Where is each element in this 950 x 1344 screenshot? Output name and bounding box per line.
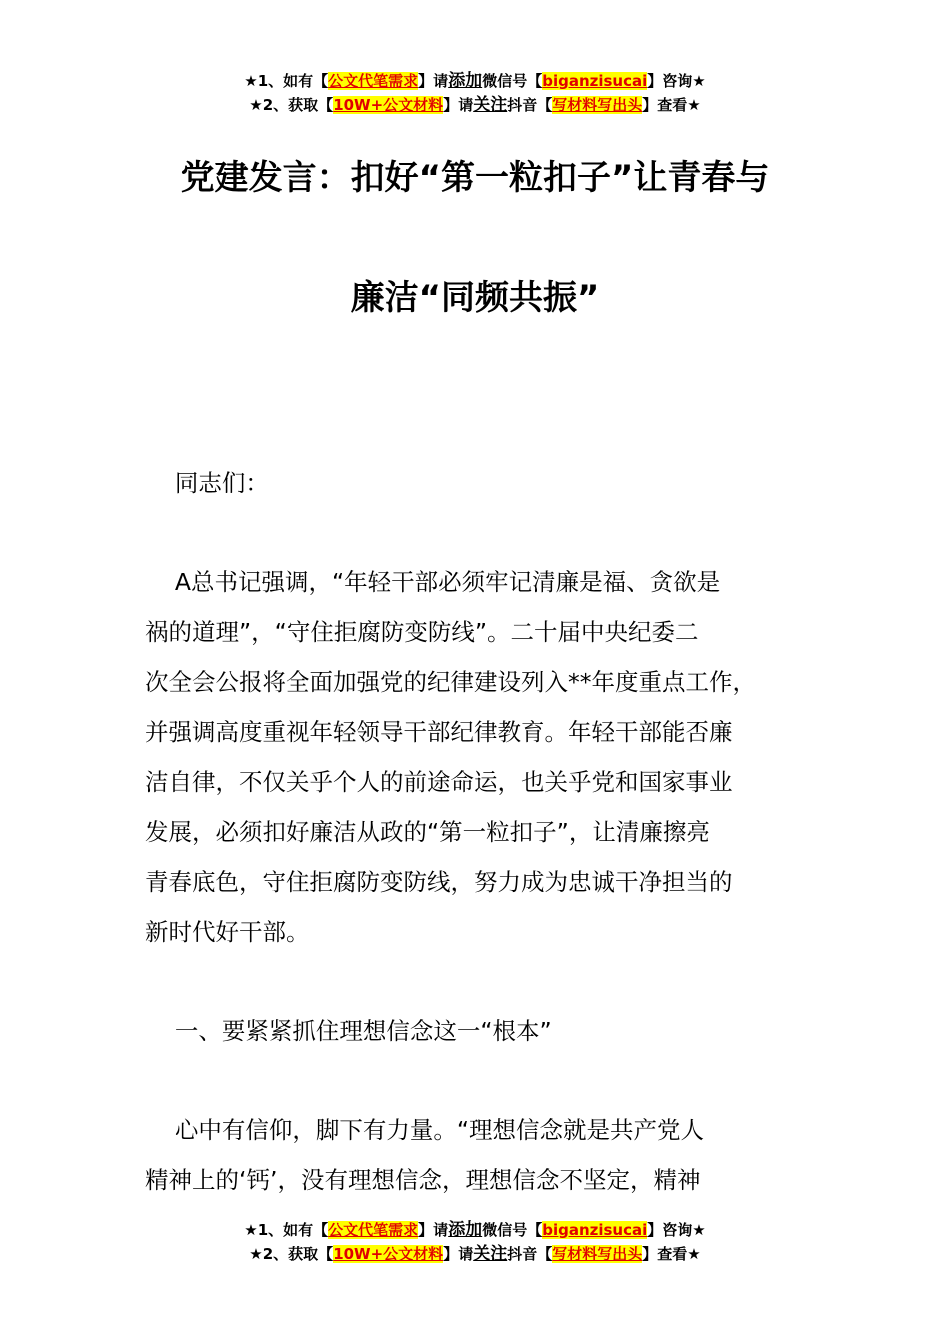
paragraph-line: 青春底色，守住拒腐防变防线，努力成为忠诚干净担当的: [145, 868, 733, 896]
paragraph-line: 新时代好干部。: [145, 918, 310, 946]
ad-line-2: [0, 93, 950, 117]
paragraph-line: 精神上的‘钙’，没有理想信念，理想信念不坚定，精神: [145, 1166, 701, 1194]
ad-highlight: 写材料写出头: [552, 96, 643, 114]
ad-emphasis: 添加: [448, 71, 483, 91]
ad-text: ★2、获取【: [249, 1245, 334, 1263]
ad-highlight: 10W+公文材料: [333, 1245, 444, 1263]
ad-text: 】查看★: [642, 1245, 701, 1263]
salutation: 同志们：: [145, 469, 269, 497]
title-line-2: 廉洁“同频共振”: [350, 278, 600, 318]
header-ad: [0, 69, 950, 117]
paragraph-line: 次全会公报将全面加强党的纪律建设列入**年度重点工作，: [145, 668, 756, 696]
ad-highlight: 10W+公文材料: [333, 96, 444, 114]
ad-highlight: 写材料写出头: [552, 1245, 643, 1263]
title-line-1: 党建发言：扣好“第一粒扣子”让青春与: [180, 158, 770, 198]
section-heading: 一、要紧紧抓住理想信念这一“根本”: [145, 1017, 552, 1045]
ad-text: 抖音【: [507, 1245, 553, 1263]
ad-text: 】请: [443, 1245, 474, 1263]
ad-text: 】咨询★: [647, 72, 706, 90]
paragraph-line: 祸的道理”，“守住拒腐防变防线”。二十届中央纪委二: [145, 618, 699, 646]
ad-text: ★1、如有【: [244, 72, 329, 90]
paragraph-line: 并强调高度重视年轻领导干部纪律教育。年轻干部能否廉: [145, 718, 733, 746]
ad-highlight: biganzisucai: [542, 1221, 648, 1239]
ad-emphasis: 添加: [448, 1220, 483, 1240]
ad-text: 】请: [418, 72, 449, 90]
ad-text: 】查看★: [642, 96, 701, 114]
footer-ad: [0, 1218, 950, 1266]
ad-text: 】请: [418, 1221, 449, 1239]
ad-emphasis: 关注: [473, 1244, 508, 1264]
ad-highlight: biganzisucai: [542, 72, 648, 90]
ad-text: 】请: [443, 96, 474, 114]
ad-emphasis: 关注: [473, 95, 508, 115]
ad-text: 抖音【: [507, 96, 553, 114]
paragraph-line: 发展，必须扣好廉洁从政的“第一粒扣子”，让清廉擦亮: [145, 818, 710, 846]
ad-line-1: [0, 1218, 950, 1242]
ad-text: 微信号【: [482, 1221, 543, 1239]
ad-line-1: [0, 69, 950, 93]
paragraph-line: 洁自律，不仅关乎个人的前途命运，也关乎党和国家事业: [145, 768, 733, 796]
ad-text: 微信号【: [482, 72, 543, 90]
paragraph-line: A总书记强调，“年轻干部必须牢记清廉是福、贪欲是: [145, 568, 721, 596]
ad-line-2: [0, 1242, 950, 1266]
ad-text: ★2、获取【: [249, 96, 334, 114]
ad-highlight: 公文代笔需求: [328, 72, 419, 90]
paragraph-line: 心中有信仰，脚下有力量。“理想信念就是共产党人: [145, 1116, 705, 1144]
ad-text: 】咨询★: [647, 1221, 706, 1239]
ad-text: ★1、如有【: [244, 1221, 329, 1239]
ad-highlight: 公文代笔需求: [328, 1221, 419, 1239]
